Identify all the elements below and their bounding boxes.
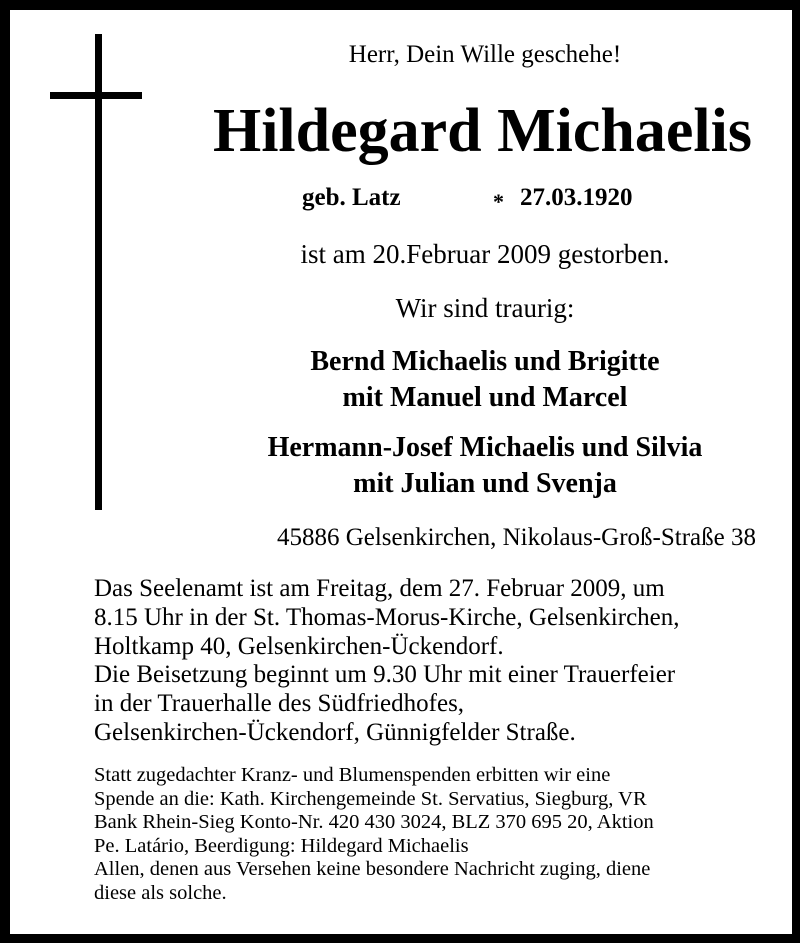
birth-star-icon: * — [493, 189, 504, 214]
motto: Herr, Dein Wille geschehe! — [348, 41, 622, 68]
note-line: Spende an die: Kath. Kirchengemeinde St. Servatius, Siegburg, VR — [94, 787, 647, 810]
service-line: Gelsenkirchen-Ückendorf, Günnigfelder Straße. — [94, 718, 576, 746]
death-line: ist am 20.Februar 2009 gestorben. — [300, 239, 670, 269]
family-line: mit Manuel und Marcel — [342, 382, 628, 413]
family-line: mit Julian und Svenja — [353, 468, 617, 499]
note-line: Pe. Latário, Beerdigung: Hildegard Michaelis — [94, 834, 469, 857]
service-line: 8.15 Uhr in der St. Thomas-Morus-Kirche, Gelsenkirchen, — [94, 603, 680, 631]
address: 45886 Gelsenkirchen, Nikolaus-Groß-Straße 38 — [276, 524, 756, 551]
cross-vertical-bar — [95, 34, 102, 510]
mourning-line: Wir sind traurig: — [395, 293, 575, 323]
service-line: Die Beisetzung beginnt um 9.30 Uhr mit einer Trauerfeier — [94, 661, 676, 689]
maiden-name: geb. Latz — [302, 184, 401, 211]
note-line: diese als solche. — [94, 881, 227, 904]
cross-horizontal-bar — [50, 92, 142, 99]
note-line: Statt zugedachter Kranz- und Blumenspenden erbitten wir eine — [94, 764, 611, 786]
family-line: Hermann-Josef Michaelis und Silvia — [267, 432, 703, 463]
service-line: in der Trauerhalle des Südfriedhofes, — [94, 690, 465, 718]
note-line: Bank Rhein-Sieg Konto-Nr. 420 430 3024, BLZ 370 695 20, Aktion — [94, 811, 654, 834]
service-line: Holtkamp 40, Gelsenkirchen-Ückendorf. — [94, 632, 504, 660]
family-line: Bernd Michaelis und Brigitte — [310, 346, 660, 377]
note-line: Allen, denen aus Versehen keine besondere Nachricht zuging, diene — [94, 858, 651, 881]
deceased-name: Hildegard Michaelis — [212, 97, 753, 165]
service-paragraph — [94, 575, 680, 748]
birth-date: 27.03.1920 — [520, 184, 633, 211]
service-line: Das Seelenamt ist am Freitag, dem 27. Februar 2009, um — [94, 575, 665, 602]
donation-note — [94, 764, 654, 906]
